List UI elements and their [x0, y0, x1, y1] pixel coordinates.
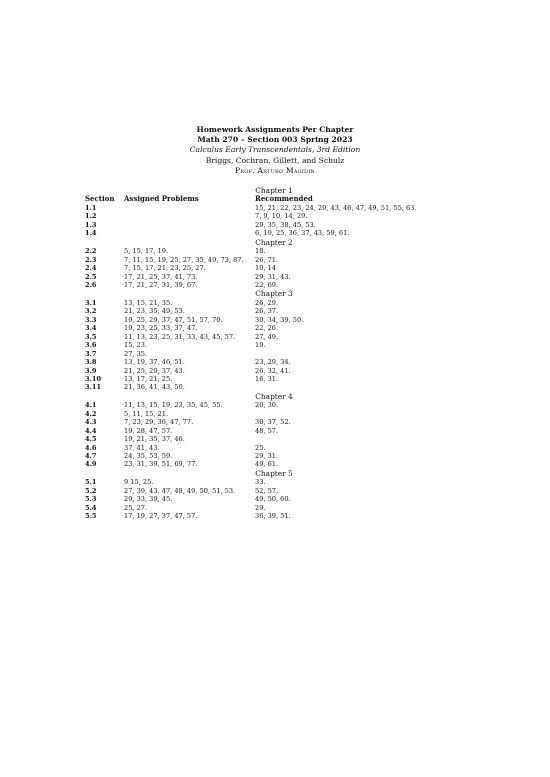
assigned-problems: 21, 23, 35, 49, 53. — [124, 307, 185, 316]
assigned-problems: 7, 23, 29, 36, 47, 77. — [124, 418, 194, 427]
table-row — [85, 247, 463, 255]
recommended-problems: 16, 31. — [255, 374, 279, 383]
section-number: 5.4 — [85, 503, 97, 512]
recommended-problems: 49, 61. — [255, 460, 279, 469]
section-number: 1.2 — [85, 212, 97, 221]
table-row — [85, 427, 463, 435]
table-row — [85, 273, 463, 281]
section-number: 1.4 — [85, 229, 97, 238]
table-row — [85, 358, 463, 366]
section-number: 4.7 — [85, 452, 97, 460]
section-number: 2.6 — [85, 281, 97, 290]
assigned-problems: 15, 23. — [124, 341, 148, 350]
section-number: 2.4 — [85, 264, 97, 273]
assigned-problems — [124, 221, 255, 229]
chapter-title: Chapter 2 — [255, 237, 293, 247]
table-row — [85, 212, 463, 220]
assigned-problems: 13, 17, 21, 25. — [124, 374, 173, 383]
recommended-problems: 10, 14 — [255, 264, 276, 273]
recommended-problems: 26, 32, 41. — [255, 366, 291, 375]
assigned-problems: 21, 25, 29, 37, 43. — [124, 366, 185, 375]
chapter-title: Chapter 4 — [255, 391, 293, 401]
table-row — [85, 229, 463, 237]
table-row — [85, 487, 463, 495]
assigned-problems — [124, 229, 255, 237]
recommended-problems: 20, 30. — [255, 401, 279, 410]
assigned-problems: 11, 13, 23, 25, 31, 33, 43, 45, 57. — [124, 332, 236, 341]
section-number: 3.5 — [85, 332, 97, 341]
table-row — [85, 435, 463, 443]
assigned-problems: 24, 35, 53, 59. — [124, 452, 173, 460]
section-number: 5.2 — [85, 486, 97, 495]
table-row — [85, 204, 463, 212]
assigned-problems: 19, 28, 47, 57. — [124, 426, 173, 435]
section-number: 4.9 — [85, 460, 97, 469]
table-row — [85, 460, 463, 468]
section-number: 2.2 — [85, 247, 97, 256]
table-row — [85, 512, 463, 520]
section-number: 2.5 — [85, 272, 97, 281]
assigned-problems: 17, 21, 27, 31, 39, 67. — [124, 281, 198, 290]
table-row — [85, 495, 463, 503]
assigned-problems: 29, 33, 39, 45. — [124, 495, 173, 504]
recommended-problems: 22, 26. — [255, 324, 279, 333]
assigned-problems: 19, 23, 25, 33, 37, 47. — [124, 324, 198, 333]
section-number: 3.10 — [85, 374, 102, 383]
section-number: 1.3 — [85, 220, 97, 229]
recommended-problems: 26, 29. — [255, 298, 279, 307]
table-row — [85, 316, 463, 324]
recommended-problems: 48, 57. — [255, 426, 279, 435]
recommended-problems: 33. — [255, 478, 266, 487]
table-row — [85, 350, 463, 358]
table-row — [85, 221, 463, 229]
assigned-problems: 9 15, 25. — [124, 478, 154, 487]
assigned-problems: 25, 27. — [124, 503, 148, 512]
chapter-title: Chapter 1 — [255, 186, 293, 195]
assigned-problems: 5, 11, 15, 21. — [124, 409, 169, 418]
table-row — [85, 410, 463, 418]
section-number: 2.3 — [85, 255, 97, 264]
table-row — [85, 401, 463, 409]
table-row — [85, 264, 463, 272]
recommended-problems — [255, 383, 463, 391]
column-header-recommended: Recommended — [255, 194, 313, 204]
section-number: 3.7 — [85, 349, 97, 358]
recommended-problems: 26, 37. — [255, 307, 279, 316]
assigned-problems: 17, 21, 25, 37, 41, 73. — [124, 272, 198, 281]
assigned-problems — [124, 204, 255, 212]
recommended-problems: 29, 31. — [255, 452, 279, 460]
table-row — [85, 383, 463, 391]
document-title: Homework Assignments Per Chapter — [196, 125, 354, 134]
section-number: 5.5 — [85, 512, 97, 521]
section-number: 3.2 — [85, 307, 97, 316]
table-row — [85, 418, 463, 426]
section-number: 4.4 — [85, 426, 97, 435]
assigned-problems: 13, 19, 37, 46, 51. — [124, 358, 185, 367]
recommended-problems: 6, 19, 25, 36, 37, 43, 59, 61. — [255, 229, 350, 238]
table-row — [85, 299, 463, 307]
assigned-problems: 27, 39, 43, 47, 48, 49, 50, 51, 53. — [124, 486, 236, 495]
professor-line: Prof. Arturo Magidin — [235, 165, 315, 175]
section-number: 3.1 — [85, 298, 97, 307]
recommended-problems: 49, 50, 60. — [255, 495, 291, 504]
table-row — [85, 333, 463, 341]
assigned-problems: 21, 36, 41, 43, 50. — [124, 383, 185, 392]
recommended-problems: 15, 21, 22, 23, 24, 29, 43, 46, 47, 49, 51, 55, 63. — [255, 204, 417, 212]
recommended-problems: 27, 49. — [255, 332, 279, 341]
assigned-problems: 23, 31, 39, 51, 69, 77. — [124, 460, 198, 469]
table-row — [85, 281, 463, 289]
recommended-problems: 19. — [255, 341, 266, 350]
authors-line: Briggs, Cochran, Gillett, and Schulz — [205, 155, 345, 165]
recommended-problems: 22, 69. — [255, 281, 279, 290]
assigned-problems: 27, 35. — [124, 349, 148, 358]
recommended-problems: 26, 71. — [255, 255, 279, 264]
recommended-problems: 25. — [255, 443, 266, 452]
section-number: 3.9 — [85, 366, 97, 375]
column-header-section: Section — [85, 194, 115, 204]
assigned-problems: 11, 13, 15, 19, 23, 35, 45, 55. — [124, 401, 223, 410]
table-row — [85, 307, 463, 315]
table-row — [85, 504, 463, 512]
section-number: 4.2 — [85, 409, 97, 418]
recommended-problems: 30, 34, 39, 50. — [255, 315, 304, 324]
table-row — [85, 444, 463, 452]
table-row — [85, 324, 463, 332]
assigned-problems: 19, 25, 29, 37, 47, 51, 57, 70. — [124, 315, 223, 324]
chapter-title: Chapter 5 — [255, 468, 293, 478]
section-number: 4.6 — [85, 443, 97, 452]
section-number: 5.1 — [85, 478, 97, 487]
section-number: 3.4 — [85, 324, 97, 333]
recommended-problems: 30, 37, 52. — [255, 418, 291, 427]
recommended-problems: 23, 29, 34. — [255, 358, 291, 367]
table-row — [85, 375, 463, 383]
section-number: 3.8 — [85, 358, 97, 367]
recommended-problems: 7, 9, 10, 14, 29. — [255, 212, 308, 221]
table-row — [85, 341, 463, 349]
assigned-problems: 17, 19, 27, 37, 47, 57. — [124, 512, 198, 521]
recommended-problems — [255, 410, 463, 418]
document-header — [0, 125, 550, 176]
column-header-row — [85, 195, 463, 204]
table-row — [85, 367, 463, 375]
table-row — [85, 256, 463, 264]
chapter-title: Chapter 3 — [255, 289, 293, 299]
recommended-problems: 29, 35, 38, 45, 53. — [255, 220, 316, 229]
assigned-problems: 7, 15, 17, 21, 23, 25, 27. — [124, 264, 206, 273]
recommended-problems — [255, 435, 463, 443]
assigned-problems: 5, 15, 17, 19. — [124, 247, 169, 256]
course-line: Math 270 – Section 003 Spring 2023 — [197, 135, 353, 145]
recommended-problems: 29, 31, 43. — [255, 272, 291, 281]
assigned-problems: 19, 21, 35, 37, 46. — [124, 435, 185, 444]
assigned-problems — [124, 212, 255, 220]
section-number: 3.6 — [85, 341, 97, 350]
textbook-line: Calculus Early Transcendentals, 3rd Edition — [189, 145, 361, 155]
section-number: 3.3 — [85, 315, 97, 324]
table-row — [85, 452, 463, 460]
assignments-table — [85, 186, 463, 521]
recommended-problems — [255, 350, 463, 358]
recommended-problems: 29. — [255, 503, 266, 512]
recommended-problems: 18. — [255, 247, 266, 256]
assigned-problems: 7, 11, 15, 19, 25, 27, 35, 49, 73, 87. — [124, 255, 244, 264]
section-number: 1.1 — [85, 204, 97, 212]
section-number: 4.1 — [85, 401, 97, 410]
section-number: 4.3 — [85, 418, 97, 427]
assigned-problems: 37, 41, 43. — [124, 443, 160, 452]
section-number: 5.3 — [85, 495, 97, 504]
column-header-assigned: Assigned Problems — [124, 194, 199, 204]
recommended-problems: 52, 57. — [255, 486, 279, 495]
recommended-problems: 36, 39, 51. — [255, 512, 291, 521]
table-row — [85, 478, 463, 486]
section-number: 3.11 — [85, 383, 102, 392]
section-number: 4.5 — [85, 435, 97, 444]
assigned-problems: 13, 15, 21, 35. — [124, 298, 173, 307]
